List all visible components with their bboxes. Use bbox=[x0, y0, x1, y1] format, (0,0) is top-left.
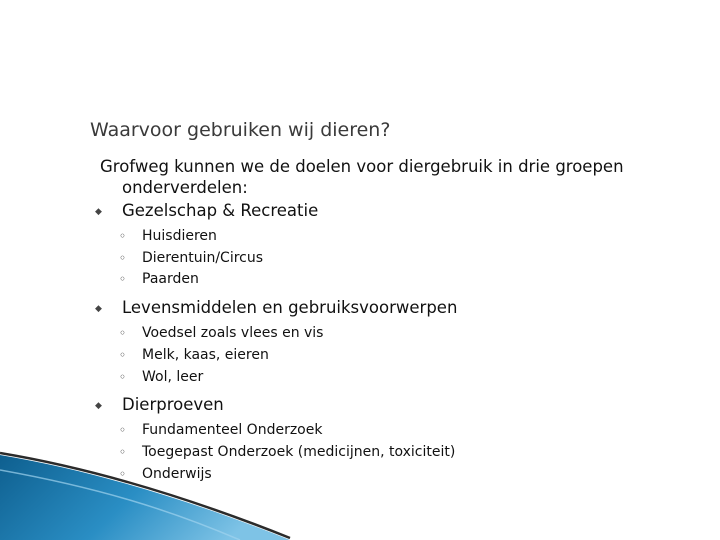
slide-title: Waarvoor gebruiken wij dieren? bbox=[90, 119, 391, 141]
circle-bullet-icon: ◦ bbox=[119, 444, 127, 459]
sub-item-label: Voedsel zoals vlees en vis bbox=[142, 325, 324, 342]
slide-body bbox=[95, 156, 700, 491]
circle-bullet-icon: ◦ bbox=[119, 466, 127, 481]
sub-item bbox=[100, 345, 700, 367]
circle-bullet-icon: ◦ bbox=[119, 347, 127, 362]
circle-bullet-icon: ◦ bbox=[119, 326, 127, 341]
sub-item-label: Paarden bbox=[142, 271, 199, 288]
sub-item bbox=[100, 367, 700, 389]
bullet-label: Levensmiddelen en gebruiksvoorwerpen bbox=[122, 298, 458, 318]
group-food-goods bbox=[95, 297, 700, 388]
bullet-marker-icon: ◆ bbox=[95, 304, 102, 315]
sub-list bbox=[100, 226, 700, 291]
circle-bullet-icon: ◦ bbox=[119, 229, 127, 243]
bullet-item bbox=[95, 394, 700, 416]
sub-item-label: Toegepast Onderzoek (medicijnen, toxiciteit) bbox=[142, 443, 456, 460]
sub-item bbox=[100, 464, 700, 486]
bullet-label: Dierproeven bbox=[122, 395, 224, 415]
circle-bullet-icon: ◦ bbox=[119, 369, 127, 384]
sub-item bbox=[100, 226, 700, 248]
sub-item bbox=[100, 420, 700, 442]
sub-item-label: Dierentuin/Circus bbox=[142, 249, 264, 266]
sub-item bbox=[100, 442, 700, 464]
bullet-marker-icon: ◆ bbox=[95, 401, 102, 412]
sub-item bbox=[100, 323, 700, 345]
circle-bullet-icon: ◦ bbox=[119, 423, 127, 438]
sub-item-label: Huisdieren bbox=[142, 228, 217, 244]
sub-item bbox=[100, 248, 700, 270]
sub-item-label: Onderwijs bbox=[142, 465, 212, 482]
circle-bullet-icon: ◦ bbox=[119, 250, 127, 265]
bullet-item bbox=[95, 200, 700, 222]
group-recreation bbox=[95, 200, 700, 291]
sub-list bbox=[100, 420, 700, 485]
bullet-marker-icon: ◆ bbox=[95, 207, 102, 217]
bullet-item bbox=[95, 297, 700, 319]
circle-bullet-icon: ◦ bbox=[119, 272, 127, 287]
group-animal-testing bbox=[95, 394, 700, 485]
sub-item-label: Fundamenteel Onderzoek bbox=[142, 422, 323, 439]
sub-item-label: Wol, leer bbox=[142, 368, 204, 385]
intro-line-2: onderverdelen: bbox=[122, 178, 248, 197]
sub-list bbox=[100, 323, 700, 388]
bullet-label: Gezelschap & Recreatie bbox=[122, 201, 319, 220]
intro-text bbox=[100, 156, 700, 198]
sub-item bbox=[100, 269, 700, 291]
intro-line-1: Grofweg kunnen we de doelen voor diergebruik in drie groepen bbox=[100, 157, 624, 176]
sub-item-label: Melk, kaas, eieren bbox=[142, 346, 269, 363]
